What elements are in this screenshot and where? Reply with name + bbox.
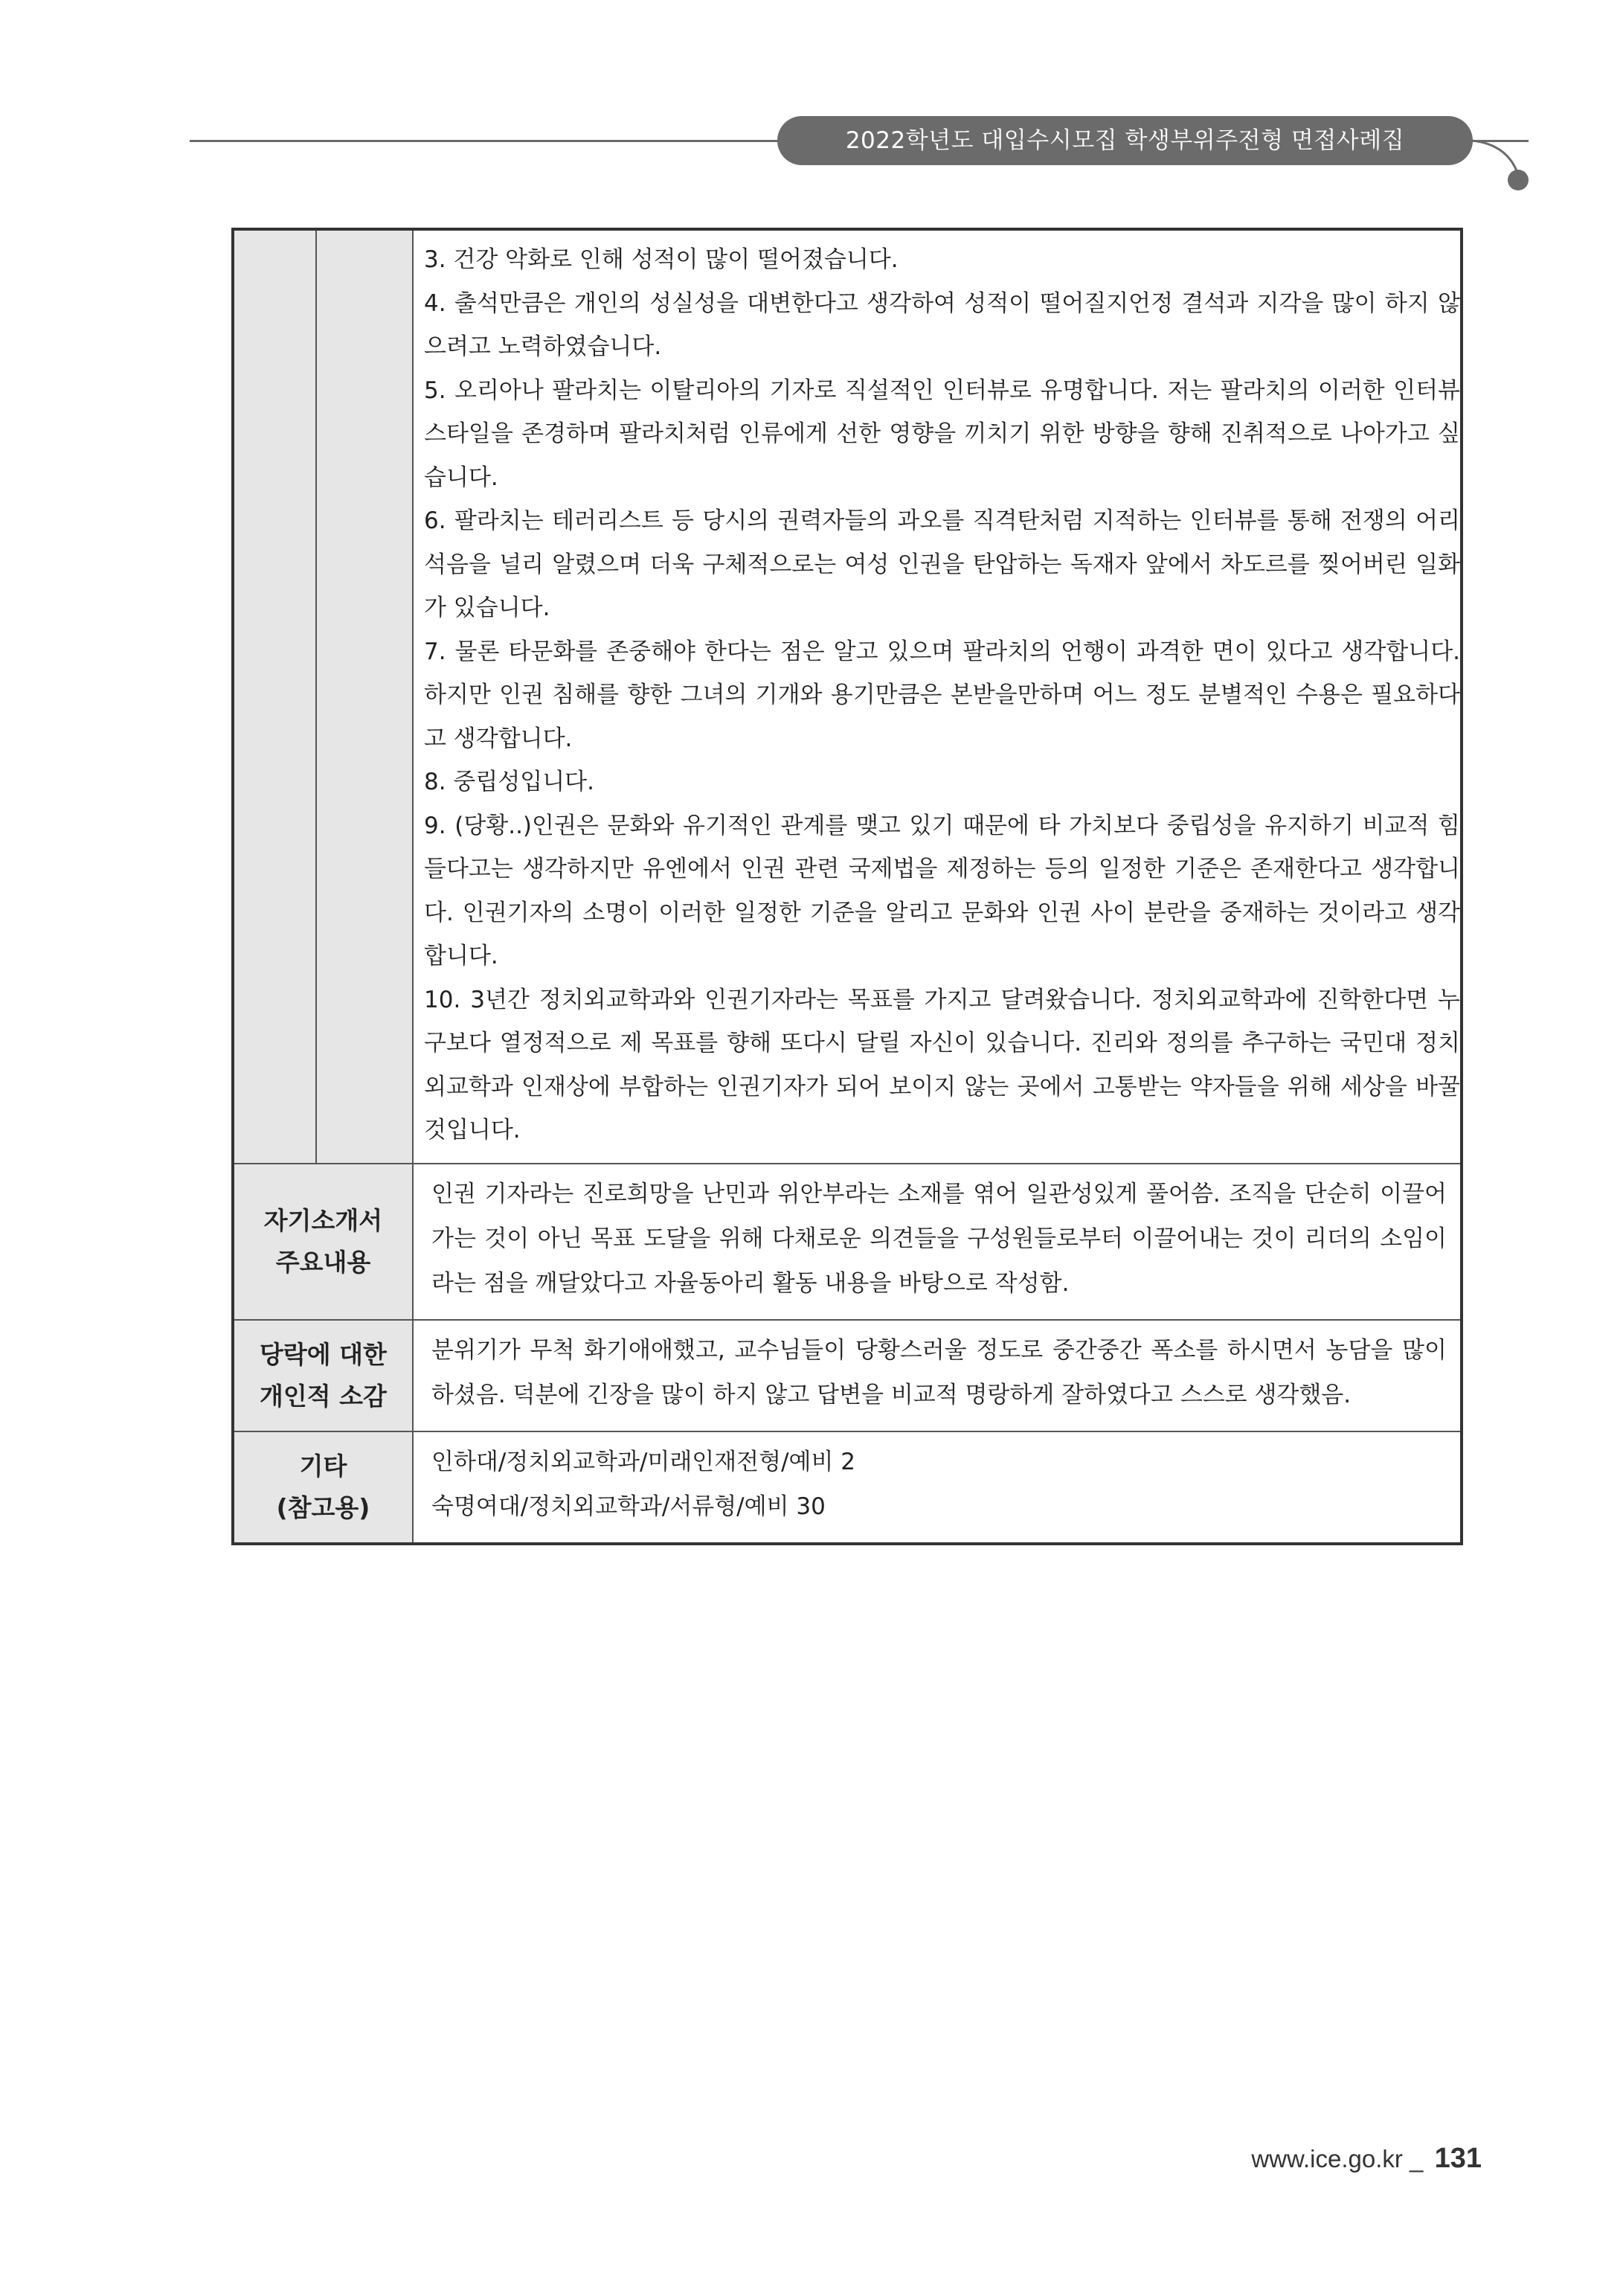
interview-table [231, 228, 1463, 1545]
answer-9: 9. (당황..)인권은 문화와 유기적인 관계를 맺고 있기 때문에 타 가치보다 중립성을 유지하기 비교적 힘들다고는 생각하지만 유엔에서 인권 관련 국제법을 제정하는 등의 일정한 기준은 존재한다고 생각합니다. 인권기자의 소명이 이러한 일정한 기준을 알리고 문화와 인권 사이 분란을 중재하는 것이라고 생각합니다. [424, 812, 1460, 969]
answers-label-cell-1 [233, 229, 316, 1164]
footer-url: www.ice.go.kr _ [1251, 2145, 1424, 2172]
etc-row [233, 1431, 1462, 1544]
answer-5: 5. 오리아나 팔라치는 이탈리아의 기자로 직설적인 인터뷰로 유명합니다. 저는 팔라치의 이러한 인터뷰 스타일을 존경하며 팔라치처럼 인류에게 선한 영향을 끼치기 위한 방향을 향해 진취적으로 나아가고 싶습니다. [424, 376, 1460, 491]
page-footer [1251, 2143, 1482, 2175]
etc-text: 인하대/정치외교학과/미래인재전형/예비 2 숙명여대/정치외교학과/서류형/예비 30 [413, 1431, 1462, 1544]
answers-row [233, 229, 1462, 1164]
answer-4: 4. 출석만큼은 개인의 성실성을 대변한다고 생각하여 성적이 떨어질지언정 결석과 지각을 많이 하지 않으려고 노력하였습니다. [424, 289, 1460, 360]
impression-row [233, 1320, 1462, 1431]
answer-10: 10. 3년간 정치외교학과와 인권기자라는 목표를 가지고 달려왔습니다. 정치외교학과에 진학한다면 누구보다 열정적으로 제 목표를 향해 또다시 달릴 자신이 있습니다. 진리와 정의를 추구하는 국민대 정치외교학과 인재상에 부합하는 인권기자가 되어 보이지 않는 곳에서 고통받는 약자들을 위해 세상을 바꿀 것입니다. [424, 986, 1460, 1144]
impression-text: 분위기가 무척 화기애애했고, 교수님들이 당황스러울 정도로 중간중간 폭소를 하시면서 농담을 많이 하셨음. 덕분에 긴장을 많이 하지 않고 답변을 비교적 명랑하게 잘하였다고 스스로 생각했음. [413, 1320, 1462, 1431]
answer-8: 8. 중립성입니다. [424, 769, 594, 795]
self-intro-text: 인권 기자라는 진로희망을 난민과 위안부라는 소재를 엮어 일관성있게 풀어씀. 조직을 단순히 이끌어가는 것이 아닌 목표 도달을 위해 다채로운 의견들을 구성원들로부터 이끌어내는 것이 리더의 소임이라는 점을 깨달았다고 자율동아리 활동 내용을 바탕으로 작성함. [413, 1164, 1462, 1320]
answer-6: 6. 팔라치는 테러리스트 등 당시의 권력자들의 과오를 직격탄처럼 지적하는 인터뷰를 통해 전쟁의 어리석음을 널리 알렸으며 더욱 구체적으로는 여성 인권을 탄압하는 독재자 앞에서 차도르를 찢어버린 일화가 있습니다. [424, 507, 1460, 621]
answers-label-cell-2 [316, 229, 413, 1164]
answer-3: 3. 건강 악화로 인해 성적이 많이 떨어졌습니다. [424, 246, 899, 273]
header-title: 2022학년도 대입수시모집 학생부위주전형 면접사례집 [777, 116, 1473, 165]
answers-cell [413, 229, 1462, 1164]
etc-label: 기타 (참고용) [233, 1431, 413, 1544]
self-intro-label: 자기소개서 주요내용 [233, 1164, 413, 1320]
header-curve-decoration [1456, 134, 1531, 193]
impression-label: 당락에 대한 개인적 소감 [233, 1320, 413, 1431]
answer-7: 7. 물론 타문화를 존중해야 한다는 점은 알고 있으며 팔라치의 언행이 과격한 면이 있다고 생각합니다. 하지만 인권 침해를 향한 그녀의 기개와 용기만큼은 본받을만하며 어느 정도 분별적인 수용은 필요하다고 생각합니다. [424, 638, 1460, 752]
page-number: 131 [1434, 2143, 1482, 2174]
self-intro-row [233, 1164, 1462, 1320]
